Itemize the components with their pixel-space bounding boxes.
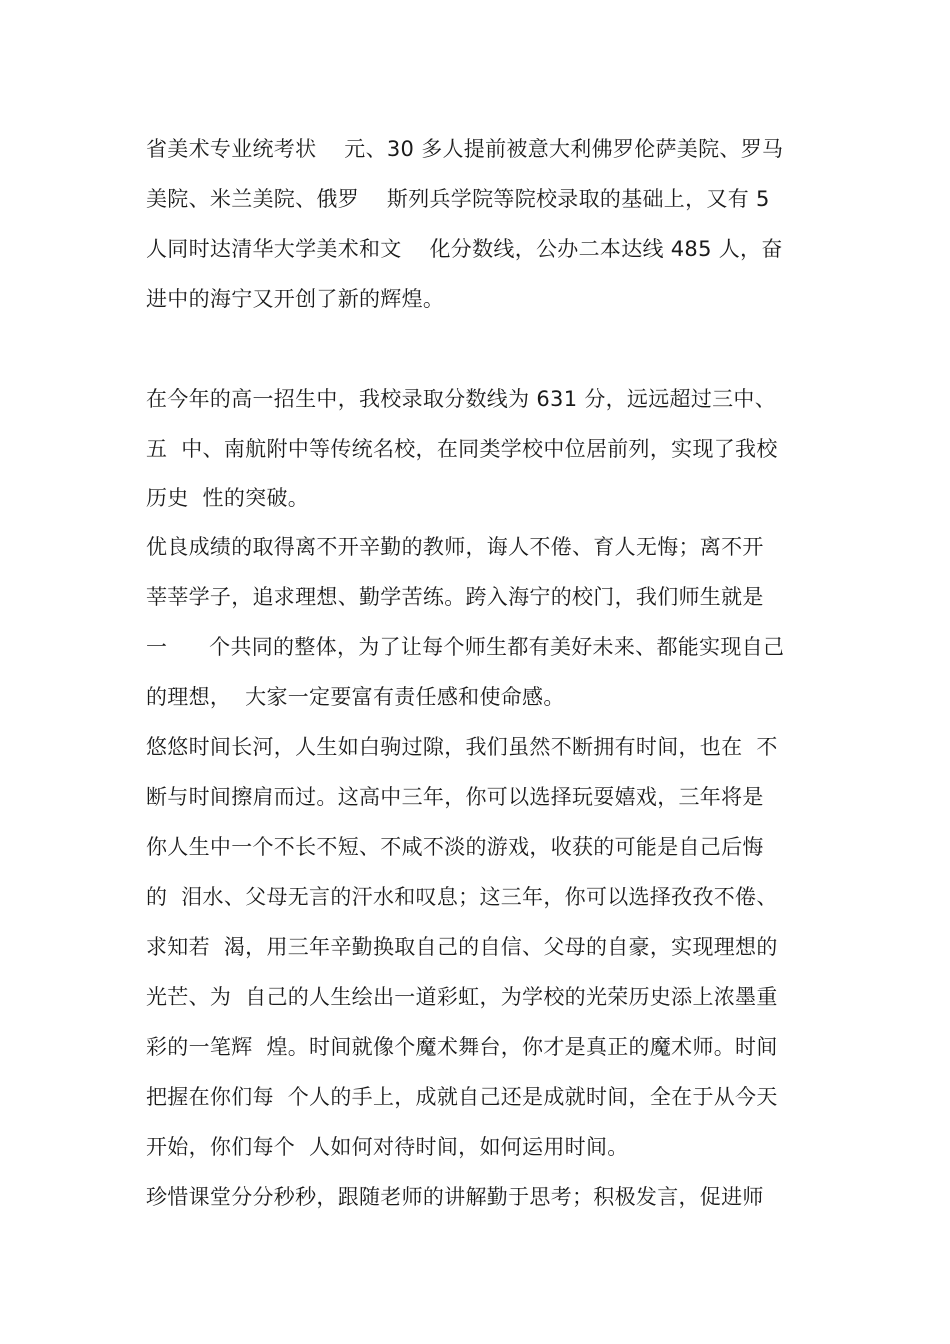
text-line: 进中的海宁又开创了新的辉煌。 <box>146 287 445 311</box>
text-line: 悠悠时间长河，人生如白驹过隙，我们虽然不断拥有时间，也在 不 <box>146 735 778 759</box>
text-line: 断与时间擦肩而过。这高中三年，你可以选择玩耍嬉戏，三年将是 <box>146 785 764 809</box>
text-line: 彩的一笔辉 煌。时间就像个魔术舞台，你才是真正的魔术师。时间 <box>146 1035 778 1059</box>
text-line: 莘莘学子，追求理想、勤学苦练。跨入海宁的校门，我们师生就是 <box>146 585 764 609</box>
text-line: 历史 性的突破。 <box>146 486 310 510</box>
text-line: 求知若 渴，用三年辛勤换取自己的自信、父母的自豪，实现理想的 <box>146 935 778 959</box>
text-line: 你人生中一个不长不短、不咸不淡的游戏，收获的可能是自己后悔 <box>146 835 764 859</box>
text-line: 开始，你们每个 人如何对待时间，如何运用时间。 <box>146 1135 629 1159</box>
text-line: 在今年的高一招生中，我校录取分数线为 631 分，远远超过三中、 <box>146 387 777 411</box>
text-line: 省美术专业统考状 元、30 多人提前被意大利佛罗伦萨美院、罗马 <box>146 137 784 161</box>
text-line: 优良成绩的取得离不开辛勤的教师，诲人不倦、育人无悔；离不开 <box>146 535 764 559</box>
text-line: 的 泪水、父母无言的汗水和叹息；这三年，你可以选择孜孜不倦、 <box>146 885 778 909</box>
text-line: 美院、米兰美院、俄罗 斯列兵学院等院校录取的基础上，又有 5 <box>146 187 770 211</box>
text-line: 珍惜课堂分分秒秒，跟随老师的讲解勤于思考；积极发言，促进师 <box>146 1185 764 1209</box>
text-line: 一 个共同的整体，为了让每个师生都有美好未来、都能实现自己 <box>146 635 785 659</box>
text-line: 的理想， 大家一定要富有责任感和使命感。 <box>146 685 565 709</box>
text-line: 把握在你们每 个人的手上，成就自己还是成就时间，全在于从今天 <box>146 1085 778 1109</box>
text-line: 光芒、为 自己的人生绘出一道彩虹，为学校的光荣历史添上浓墨重 <box>146 985 778 1009</box>
text-line: 人同时达清华大学美术和文 化分数线，公办二本达线 485 人，奋 <box>146 237 783 261</box>
text-line: 五 中、南航附中等传统名校，在同类学校中位居前列，实现了我校 <box>146 437 778 461</box>
